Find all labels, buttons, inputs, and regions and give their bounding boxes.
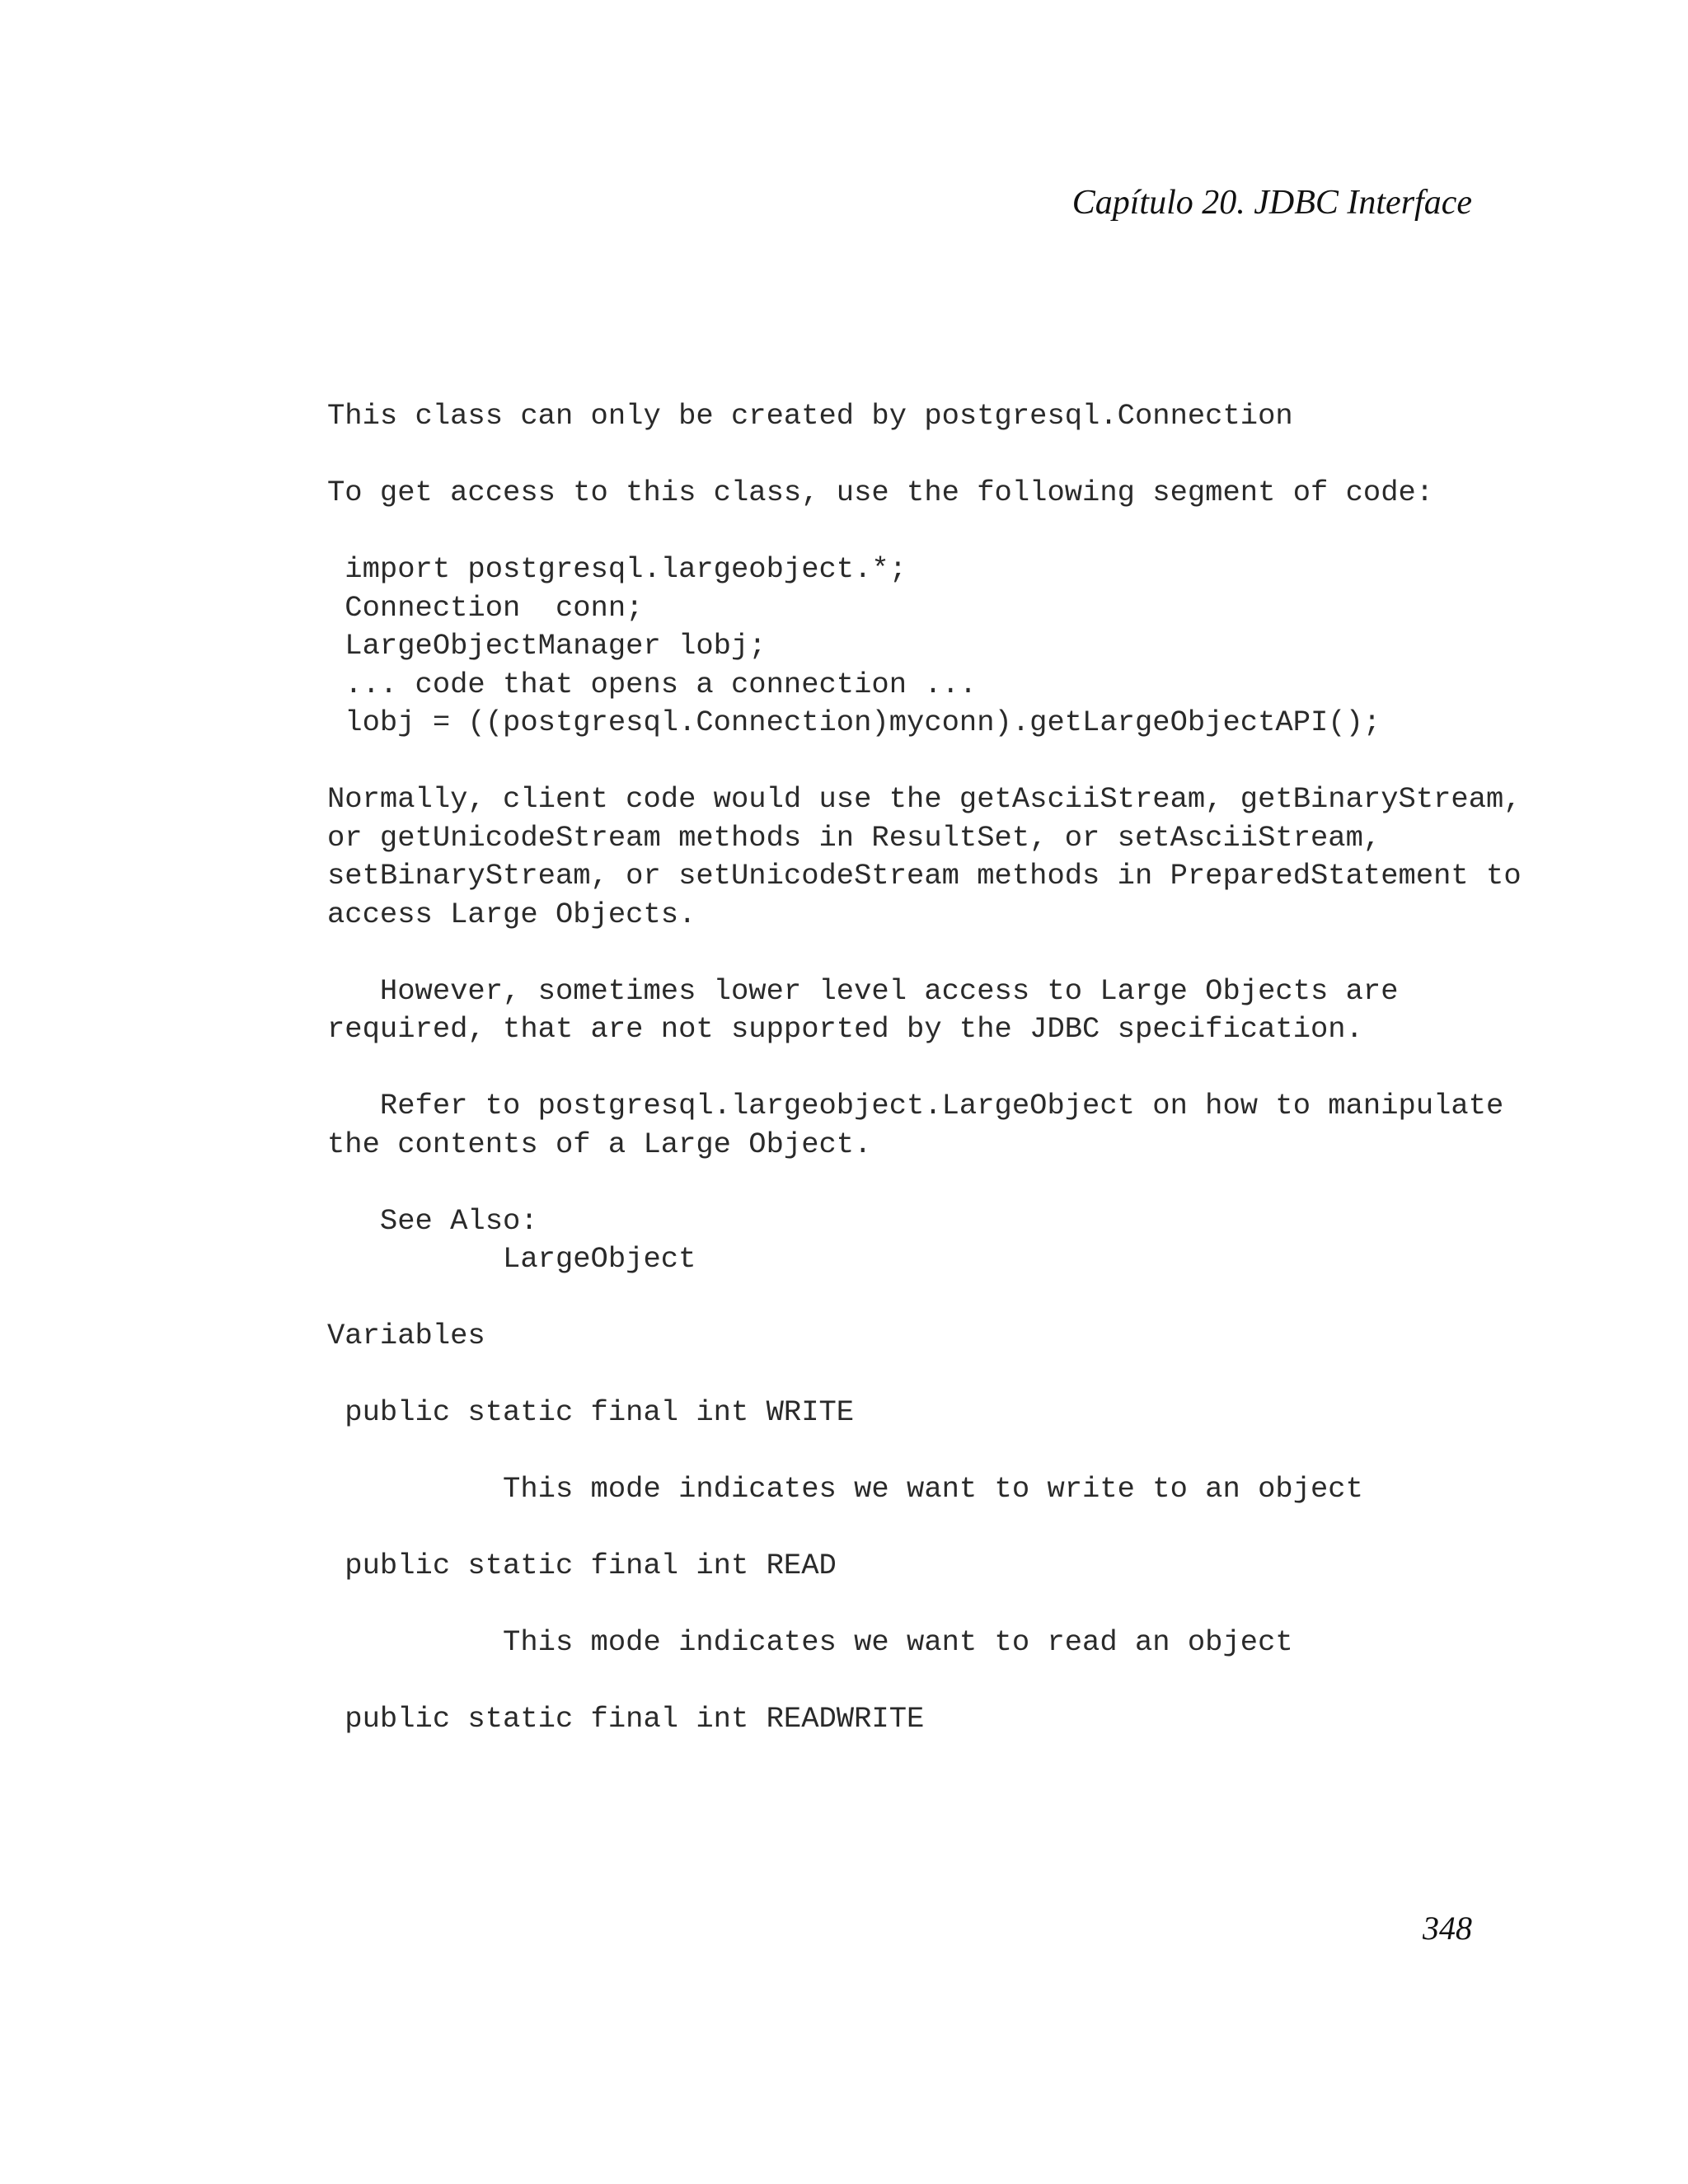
blank-line	[327, 1432, 1522, 1471]
see-also-item: LargeObject	[327, 1242, 696, 1276]
paragraph-line: or getUnicodeStream methods in ResultSet, or setAsciiStream,	[327, 820, 1381, 855]
variables-heading: Variables	[327, 1319, 485, 1352]
variable-declaration: public static final int READ	[327, 1549, 837, 1582]
blank-line	[327, 1049, 1522, 1088]
paragraph-line: the contents of a Large Object.	[327, 1127, 872, 1161]
blank-line	[327, 1586, 1522, 1624]
blank-line	[327, 1164, 1522, 1202]
paragraph-line: Normally, client code would use the getAsciiStream, getBinaryStream,	[327, 782, 1522, 816]
intro-line: This class can only be created by postgresql.Connection	[327, 399, 1293, 433]
see-also-label: See Also:	[327, 1203, 538, 1238]
paragraph-line: setBinaryStream, or setUnicodeStream methods in PreparedStatement to	[327, 859, 1522, 893]
blank-line	[327, 1356, 1522, 1394]
code-line: ... code that opens a connection ...	[327, 667, 978, 701]
blank-line	[327, 743, 1522, 781]
access-intro-line: To get access to this class, use the following segment of code:	[327, 476, 1434, 509]
paragraph-line: required, that are not supported by the JDBC specification.	[327, 1012, 1363, 1046]
variable-description: This mode indicates we want to read an object	[327, 1625, 1293, 1659]
code-line: LargeObjectManager lobj;	[327, 629, 767, 663]
blank-line	[327, 934, 1522, 972]
page-number: 348	[1423, 1910, 1472, 1947]
variable-declaration: public static final int WRITE	[327, 1395, 855, 1429]
variable-description: This mode indicates we want to write to an object	[327, 1472, 1363, 1506]
page-body	[327, 397, 1522, 1739]
variable-declaration: public static final int READWRITE	[327, 1702, 925, 1736]
code-line: Connection conn;	[327, 590, 644, 625]
paragraph-line: access Large Objects.	[327, 897, 696, 931]
blank-line	[327, 436, 1522, 475]
code-line: import postgresql.largeobject.*;	[327, 552, 907, 586]
blank-line	[327, 1279, 1522, 1318]
running-header: Capítulo 20. JDBC Interface	[1071, 184, 1472, 222]
paragraph-line: Refer to postgresql.largeobject.LargeObject on how to manipulate	[327, 1089, 1504, 1122]
code-line: lobj = ((postgresql.Connection)myconn).getLargeObjectAPI();	[327, 705, 1381, 739]
paragraph-line: However, sometimes lower level access to Large Objects are	[327, 973, 1399, 1008]
blank-line	[327, 1662, 1522, 1701]
blank-line	[327, 513, 1522, 551]
blank-line	[327, 1509, 1522, 1548]
